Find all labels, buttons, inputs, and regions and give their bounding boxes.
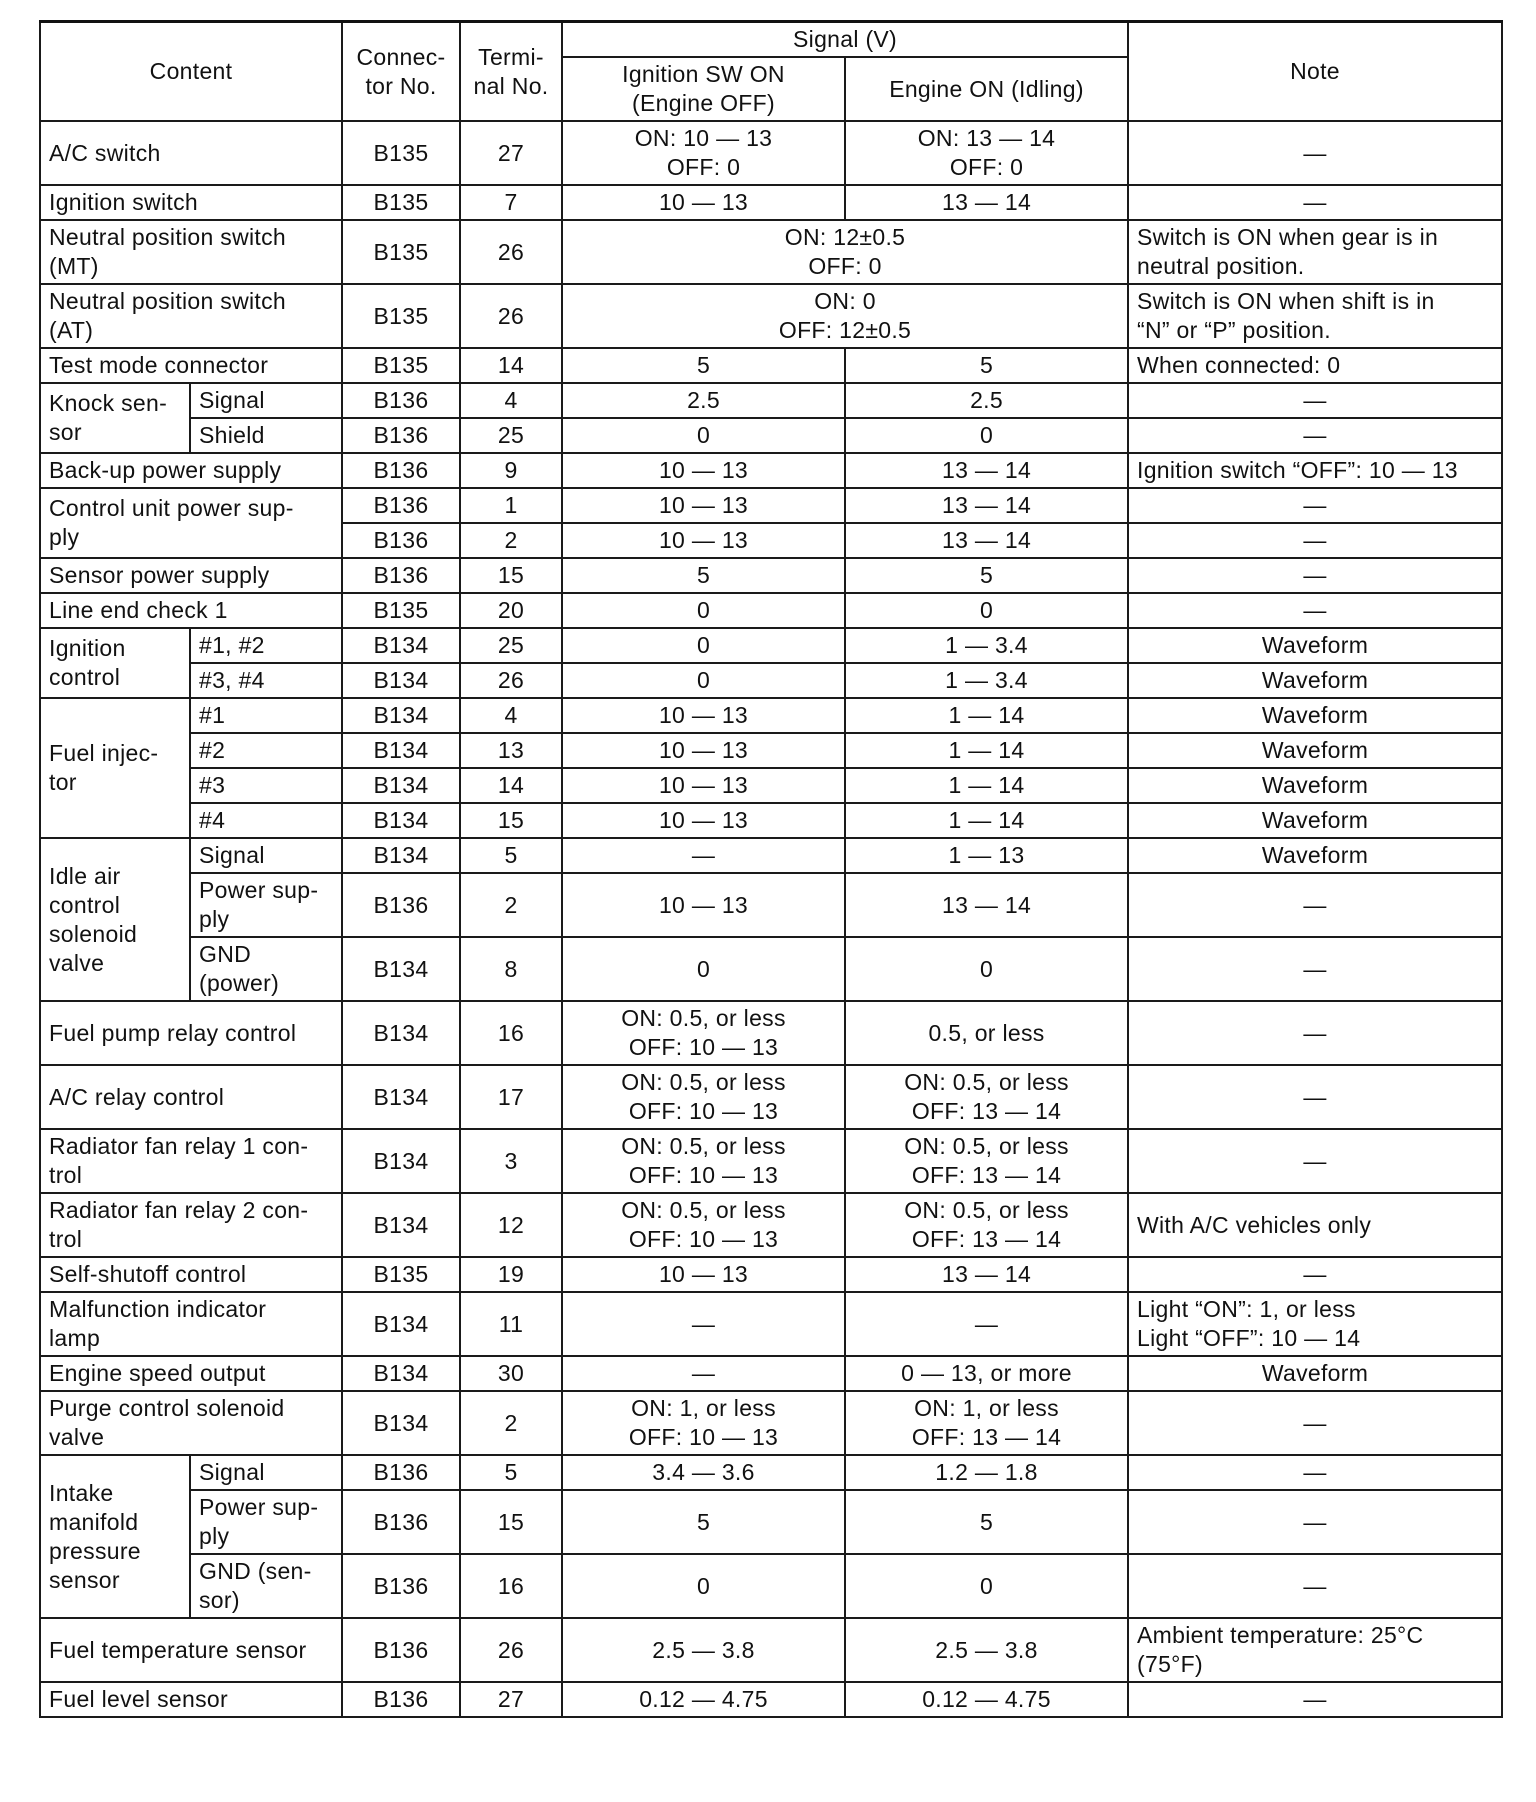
note-cell: —	[1128, 1129, 1502, 1193]
connector-cell: B134	[342, 1193, 460, 1257]
engine-on-cell: 1.2 — 1.8	[845, 1455, 1128, 1490]
note-cell: Waveform	[1128, 698, 1502, 733]
note-cell: Light “ON”: 1, or less Light “OFF”: 10 — 14	[1128, 1292, 1502, 1356]
terminal-cell: 9	[460, 453, 562, 488]
ign-sw-on-cell: 0	[562, 663, 845, 698]
note-cell: —	[1128, 1682, 1502, 1717]
note-cell: —	[1128, 1391, 1502, 1455]
terminal-cell: 26	[460, 1618, 562, 1682]
row-content: Self-shutoff control	[40, 1257, 342, 1292]
row-content: Engine speed output	[40, 1356, 342, 1391]
table-row	[40, 698, 1502, 733]
terminal-cell: 17	[460, 1065, 562, 1129]
terminal-cell: 30	[460, 1356, 562, 1391]
ign-sw-on-cell: 0	[562, 937, 845, 1001]
ign-sw-on-cell: ON: 1, or less OFF: 10 — 13	[562, 1391, 845, 1455]
connector-cell: B135	[342, 593, 460, 628]
table-row	[40, 1001, 1502, 1065]
connector-cell: B134	[342, 1065, 460, 1129]
ign-sw-on-cell: 10 — 13	[562, 523, 845, 558]
engine-on-cell: 1 — 3.4	[845, 663, 1128, 698]
sub-label: Signal	[190, 1455, 342, 1490]
row-content: Purge control solenoid valve	[40, 1391, 342, 1455]
table-row	[40, 558, 1502, 593]
table-row	[40, 873, 1502, 937]
note-cell: Waveform	[1128, 838, 1502, 873]
row-content: Fuel temperature sensor	[40, 1618, 342, 1682]
engine-on-cell: 1 — 14	[845, 698, 1128, 733]
connector-cell: B136	[342, 1490, 460, 1554]
table-row	[40, 1065, 1502, 1129]
table-row	[40, 628, 1502, 663]
row-content: Test mode connector	[40, 348, 342, 383]
terminal-cell: 25	[460, 628, 562, 663]
signal-cell: ON: 0 OFF: 12±0.5	[562, 284, 1128, 348]
connector-cell: B136	[342, 418, 460, 453]
terminal-cell: 8	[460, 937, 562, 1001]
engine-on-cell: 0	[845, 937, 1128, 1001]
engine-on-cell: ON: 0.5, or less OFF: 13 — 14	[845, 1129, 1128, 1193]
note-cell: —	[1128, 1554, 1502, 1618]
connector-cell: B134	[342, 803, 460, 838]
connector-cell: B136	[342, 1554, 460, 1618]
note-cell: Waveform	[1128, 733, 1502, 768]
header-ign-sw-on: Ignition SW ON (Engine OFF)	[562, 57, 845, 121]
header-terminal: Termi- nal No.	[460, 22, 562, 122]
row-content: Neutral position switch (MT)	[40, 220, 342, 284]
table-row	[40, 220, 1502, 284]
connector-cell: B134	[342, 698, 460, 733]
engine-on-cell: 13 — 14	[845, 453, 1128, 488]
terminal-cell: 27	[460, 121, 562, 185]
connector-cell: B135	[342, 121, 460, 185]
row-content: Back-up power supply	[40, 453, 342, 488]
engine-on-cell: 13 — 14	[845, 1257, 1128, 1292]
engine-on-cell: 0.5, or less	[845, 1001, 1128, 1065]
note-cell: Ambient temperature: 25°C (75°F)	[1128, 1618, 1502, 1682]
note-cell: Waveform	[1128, 663, 1502, 698]
table-row	[40, 1193, 1502, 1257]
group-label: Idle air control solenoid valve	[40, 838, 190, 1001]
terminal-cell: 14	[460, 768, 562, 803]
header-engine-on: Engine ON (Idling)	[845, 57, 1128, 121]
group-label: Knock sen- sor	[40, 383, 190, 453]
terminal-cell: 1	[460, 488, 562, 523]
connector-cell: B134	[342, 1292, 460, 1356]
engine-on-cell: 1 — 14	[845, 733, 1128, 768]
engine-on-cell: 0 — 13, or more	[845, 1356, 1128, 1391]
note-cell: —	[1128, 873, 1502, 937]
engine-on-cell: 13 — 14	[845, 523, 1128, 558]
engine-on-cell: 2.5	[845, 383, 1128, 418]
engine-on-cell: 0	[845, 593, 1128, 628]
connector-cell: B135	[342, 1257, 460, 1292]
note-cell: Waveform	[1128, 1356, 1502, 1391]
note-cell: —	[1128, 1065, 1502, 1129]
note-cell: —	[1128, 418, 1502, 453]
ign-sw-on-cell: 10 — 13	[562, 698, 845, 733]
ign-sw-on-cell: —	[562, 1292, 845, 1356]
ign-sw-on-cell: 10 — 13	[562, 488, 845, 523]
connector-cell: B134	[342, 628, 460, 663]
engine-on-cell: 13 — 14	[845, 488, 1128, 523]
signal-table	[39, 20, 1503, 1718]
terminal-cell: 15	[460, 803, 562, 838]
ign-sw-on-cell: 0	[562, 628, 845, 663]
row-content: Fuel level sensor	[40, 1682, 342, 1717]
terminal-cell: 5	[460, 1455, 562, 1490]
signal-cell: ON: 12±0.5 OFF: 0	[562, 220, 1128, 284]
connector-cell: B134	[342, 733, 460, 768]
table-row	[40, 1356, 1502, 1391]
ign-sw-on-cell: —	[562, 838, 845, 873]
connector-cell: B134	[342, 1391, 460, 1455]
ign-sw-on-cell: 10 — 13	[562, 733, 845, 768]
connector-cell: B136	[342, 1455, 460, 1490]
connector-cell: B136	[342, 873, 460, 937]
header-connector: Connec- tor No.	[342, 22, 460, 122]
terminal-cell: 4	[460, 383, 562, 418]
group-label: Intake manifold pressure sensor	[40, 1455, 190, 1618]
sub-label: Power sup- ply	[190, 1490, 342, 1554]
table-row	[40, 1129, 1502, 1193]
terminal-cell: 12	[460, 1193, 562, 1257]
ign-sw-on-cell: ON: 0.5, or less OFF: 10 — 13	[562, 1129, 845, 1193]
ign-sw-on-cell: 10 — 13	[562, 873, 845, 937]
header-note: Note	[1128, 22, 1502, 122]
note-cell: —	[1128, 937, 1502, 1001]
engine-on-cell: 1 — 14	[845, 768, 1128, 803]
engine-on-cell: 0.12 — 4.75	[845, 1682, 1128, 1717]
table-row	[40, 1682, 1502, 1717]
connector-cell: B135	[342, 185, 460, 220]
ign-sw-on-cell: 0	[562, 593, 845, 628]
ign-sw-on-cell: 5	[562, 558, 845, 593]
note-cell: —	[1128, 558, 1502, 593]
connector-cell: B134	[342, 768, 460, 803]
note-cell: Ignition switch “OFF”: 10 — 13	[1128, 453, 1502, 488]
ign-sw-on-cell: ON: 0.5, or less OFF: 10 — 13	[562, 1193, 845, 1257]
engine-on-cell: ON: 0.5, or less OFF: 13 — 14	[845, 1065, 1128, 1129]
sub-label: #1	[190, 698, 342, 733]
sub-label: Power sup- ply	[190, 873, 342, 937]
connector-cell: B136	[342, 523, 460, 558]
sub-label: #3, #4	[190, 663, 342, 698]
terminal-cell: 3	[460, 1129, 562, 1193]
terminal-cell: 25	[460, 418, 562, 453]
row-content: Malfunction indicator lamp	[40, 1292, 342, 1356]
sub-label: GND (sen- sor)	[190, 1554, 342, 1618]
note-cell: Switch is ON when gear is in neutral position.	[1128, 220, 1502, 284]
ign-sw-on-cell: 2.5	[562, 383, 845, 418]
terminal-cell: 2	[460, 873, 562, 937]
terminal-cell: 27	[460, 1682, 562, 1717]
engine-on-cell: 0	[845, 1554, 1128, 1618]
sub-label: Shield	[190, 418, 342, 453]
engine-on-cell: 5	[845, 348, 1128, 383]
row-content: Neutral position switch (AT)	[40, 284, 342, 348]
engine-on-cell: 0	[845, 418, 1128, 453]
engine-on-cell: 1 — 14	[845, 803, 1128, 838]
note-cell: Waveform	[1128, 803, 1502, 838]
note-cell: —	[1128, 1490, 1502, 1554]
ign-sw-on-cell: 2.5 — 3.8	[562, 1618, 845, 1682]
table-row	[40, 1490, 1502, 1554]
terminal-cell: 26	[460, 663, 562, 698]
connector-cell: B136	[342, 453, 460, 488]
ign-sw-on-cell: 10 — 13	[562, 1257, 845, 1292]
terminal-cell: 26	[460, 284, 562, 348]
terminal-cell: 19	[460, 1257, 562, 1292]
terminal-cell: 4	[460, 698, 562, 733]
table-row	[40, 185, 1502, 220]
ign-sw-on-cell: 0	[562, 1554, 845, 1618]
note-cell: Waveform	[1128, 628, 1502, 663]
table-row	[40, 383, 1502, 418]
ign-sw-on-cell: ON: 10 — 13 OFF: 0	[562, 121, 845, 185]
engine-on-cell: 1 — 3.4	[845, 628, 1128, 663]
row-content: A/C relay control	[40, 1065, 342, 1129]
connector-cell: B136	[342, 1682, 460, 1717]
row-content: Radiator fan relay 1 con- trol	[40, 1129, 342, 1193]
sub-label: #1, #2	[190, 628, 342, 663]
engine-on-cell: ON: 13 — 14 OFF: 0	[845, 121, 1128, 185]
connector-cell: B134	[342, 1001, 460, 1065]
terminal-cell: 13	[460, 733, 562, 768]
note-cell: —	[1128, 593, 1502, 628]
terminal-cell: 26	[460, 220, 562, 284]
note-cell: Switch is ON when shift is in “N” or “P” position.	[1128, 284, 1502, 348]
ign-sw-on-cell: 10 — 13	[562, 185, 845, 220]
table-row	[40, 663, 1502, 698]
terminal-cell: 2	[460, 523, 562, 558]
engine-on-cell: 13 — 14	[845, 873, 1128, 937]
note-cell: —	[1128, 185, 1502, 220]
note-cell: —	[1128, 383, 1502, 418]
note-cell: —	[1128, 121, 1502, 185]
note-cell: —	[1128, 1001, 1502, 1065]
note-cell: —	[1128, 1455, 1502, 1490]
table-row	[40, 1292, 1502, 1356]
ign-sw-on-cell: 5	[562, 348, 845, 383]
connector-cell: B136	[342, 1618, 460, 1682]
terminal-cell: 11	[460, 1292, 562, 1356]
sub-label: GND (power)	[190, 937, 342, 1001]
ign-sw-on-cell: 5	[562, 1490, 845, 1554]
row-content: Control unit power sup- ply	[40, 488, 342, 558]
ign-sw-on-cell: 3.4 — 3.6	[562, 1455, 845, 1490]
table-row	[40, 348, 1502, 383]
table-row	[40, 453, 1502, 488]
row-content: A/C switch	[40, 121, 342, 185]
ign-sw-on-cell: —	[562, 1356, 845, 1391]
table-row	[40, 937, 1502, 1001]
engine-on-cell: ON: 0.5, or less OFF: 13 — 14	[845, 1193, 1128, 1257]
sub-label: Signal	[190, 383, 342, 418]
engine-on-cell: 5	[845, 558, 1128, 593]
sub-label: #4	[190, 803, 342, 838]
table-row	[40, 418, 1502, 453]
group-label: Fuel injec- tor	[40, 698, 190, 838]
note-cell: —	[1128, 1257, 1502, 1292]
engine-on-cell: 2.5 — 3.8	[845, 1618, 1128, 1682]
sub-label: #3	[190, 768, 342, 803]
ign-sw-on-cell: 10 — 13	[562, 803, 845, 838]
terminal-cell: 15	[460, 1490, 562, 1554]
header-signal: Signal (V)	[562, 22, 1128, 58]
header-content: Content	[40, 22, 342, 122]
note-cell: —	[1128, 523, 1502, 558]
engine-on-cell: 1 — 13	[845, 838, 1128, 873]
connector-cell: B136	[342, 558, 460, 593]
row-content: Fuel pump relay control	[40, 1001, 342, 1065]
table-row	[40, 1455, 1502, 1490]
terminal-cell: 7	[460, 185, 562, 220]
engine-on-cell: 13 — 14	[845, 185, 1128, 220]
terminal-cell: 14	[460, 348, 562, 383]
engine-on-cell: 5	[845, 1490, 1128, 1554]
terminal-cell: 16	[460, 1554, 562, 1618]
connector-cell: B135	[342, 220, 460, 284]
table-row	[40, 1554, 1502, 1618]
row-content: Radiator fan relay 2 con- trol	[40, 1193, 342, 1257]
group-label: Ignition control	[40, 628, 190, 698]
row-content: Line end check 1	[40, 593, 342, 628]
row-content: Ignition switch	[40, 185, 342, 220]
connector-cell: B134	[342, 1356, 460, 1391]
table-row	[40, 121, 1502, 185]
terminal-cell: 2	[460, 1391, 562, 1455]
connector-cell: B136	[342, 383, 460, 418]
ign-sw-on-cell: ON: 0.5, or less OFF: 10 — 13	[562, 1001, 845, 1065]
connector-cell: B134	[342, 663, 460, 698]
table-row	[40, 768, 1502, 803]
terminal-cell: 20	[460, 593, 562, 628]
sub-label: Signal	[190, 838, 342, 873]
ign-sw-on-cell: 10 — 13	[562, 453, 845, 488]
table-row	[40, 593, 1502, 628]
terminal-cell: 5	[460, 838, 562, 873]
table-row	[40, 488, 1502, 523]
connector-cell: B136	[342, 488, 460, 523]
table-row	[40, 838, 1502, 873]
ign-sw-on-cell: 10 — 13	[562, 768, 845, 803]
note-cell: —	[1128, 488, 1502, 523]
table-row	[40, 803, 1502, 838]
ign-sw-on-cell: ON: 0.5, or less OFF: 10 — 13	[562, 1065, 845, 1129]
table-row	[40, 284, 1502, 348]
terminal-cell: 16	[460, 1001, 562, 1065]
table-row	[40, 1257, 1502, 1292]
note-cell: With A/C vehicles only	[1128, 1193, 1502, 1257]
ign-sw-on-cell: 0	[562, 418, 845, 453]
note-cell: Waveform	[1128, 768, 1502, 803]
engine-on-cell: —	[845, 1292, 1128, 1356]
connector-cell: B135	[342, 284, 460, 348]
note-cell: When connected: 0	[1128, 348, 1502, 383]
connector-cell: B134	[342, 1129, 460, 1193]
ign-sw-on-cell: 0.12 — 4.75	[562, 1682, 845, 1717]
row-content: Sensor power supply	[40, 558, 342, 593]
connector-cell: B134	[342, 937, 460, 1001]
connector-cell: B135	[342, 348, 460, 383]
sub-label: #2	[190, 733, 342, 768]
engine-on-cell: ON: 1, or less OFF: 13 — 14	[845, 1391, 1128, 1455]
table-row	[40, 1391, 1502, 1455]
table-row	[40, 1618, 1502, 1682]
table-row	[40, 733, 1502, 768]
terminal-cell: 15	[460, 558, 562, 593]
connector-cell: B134	[342, 838, 460, 873]
